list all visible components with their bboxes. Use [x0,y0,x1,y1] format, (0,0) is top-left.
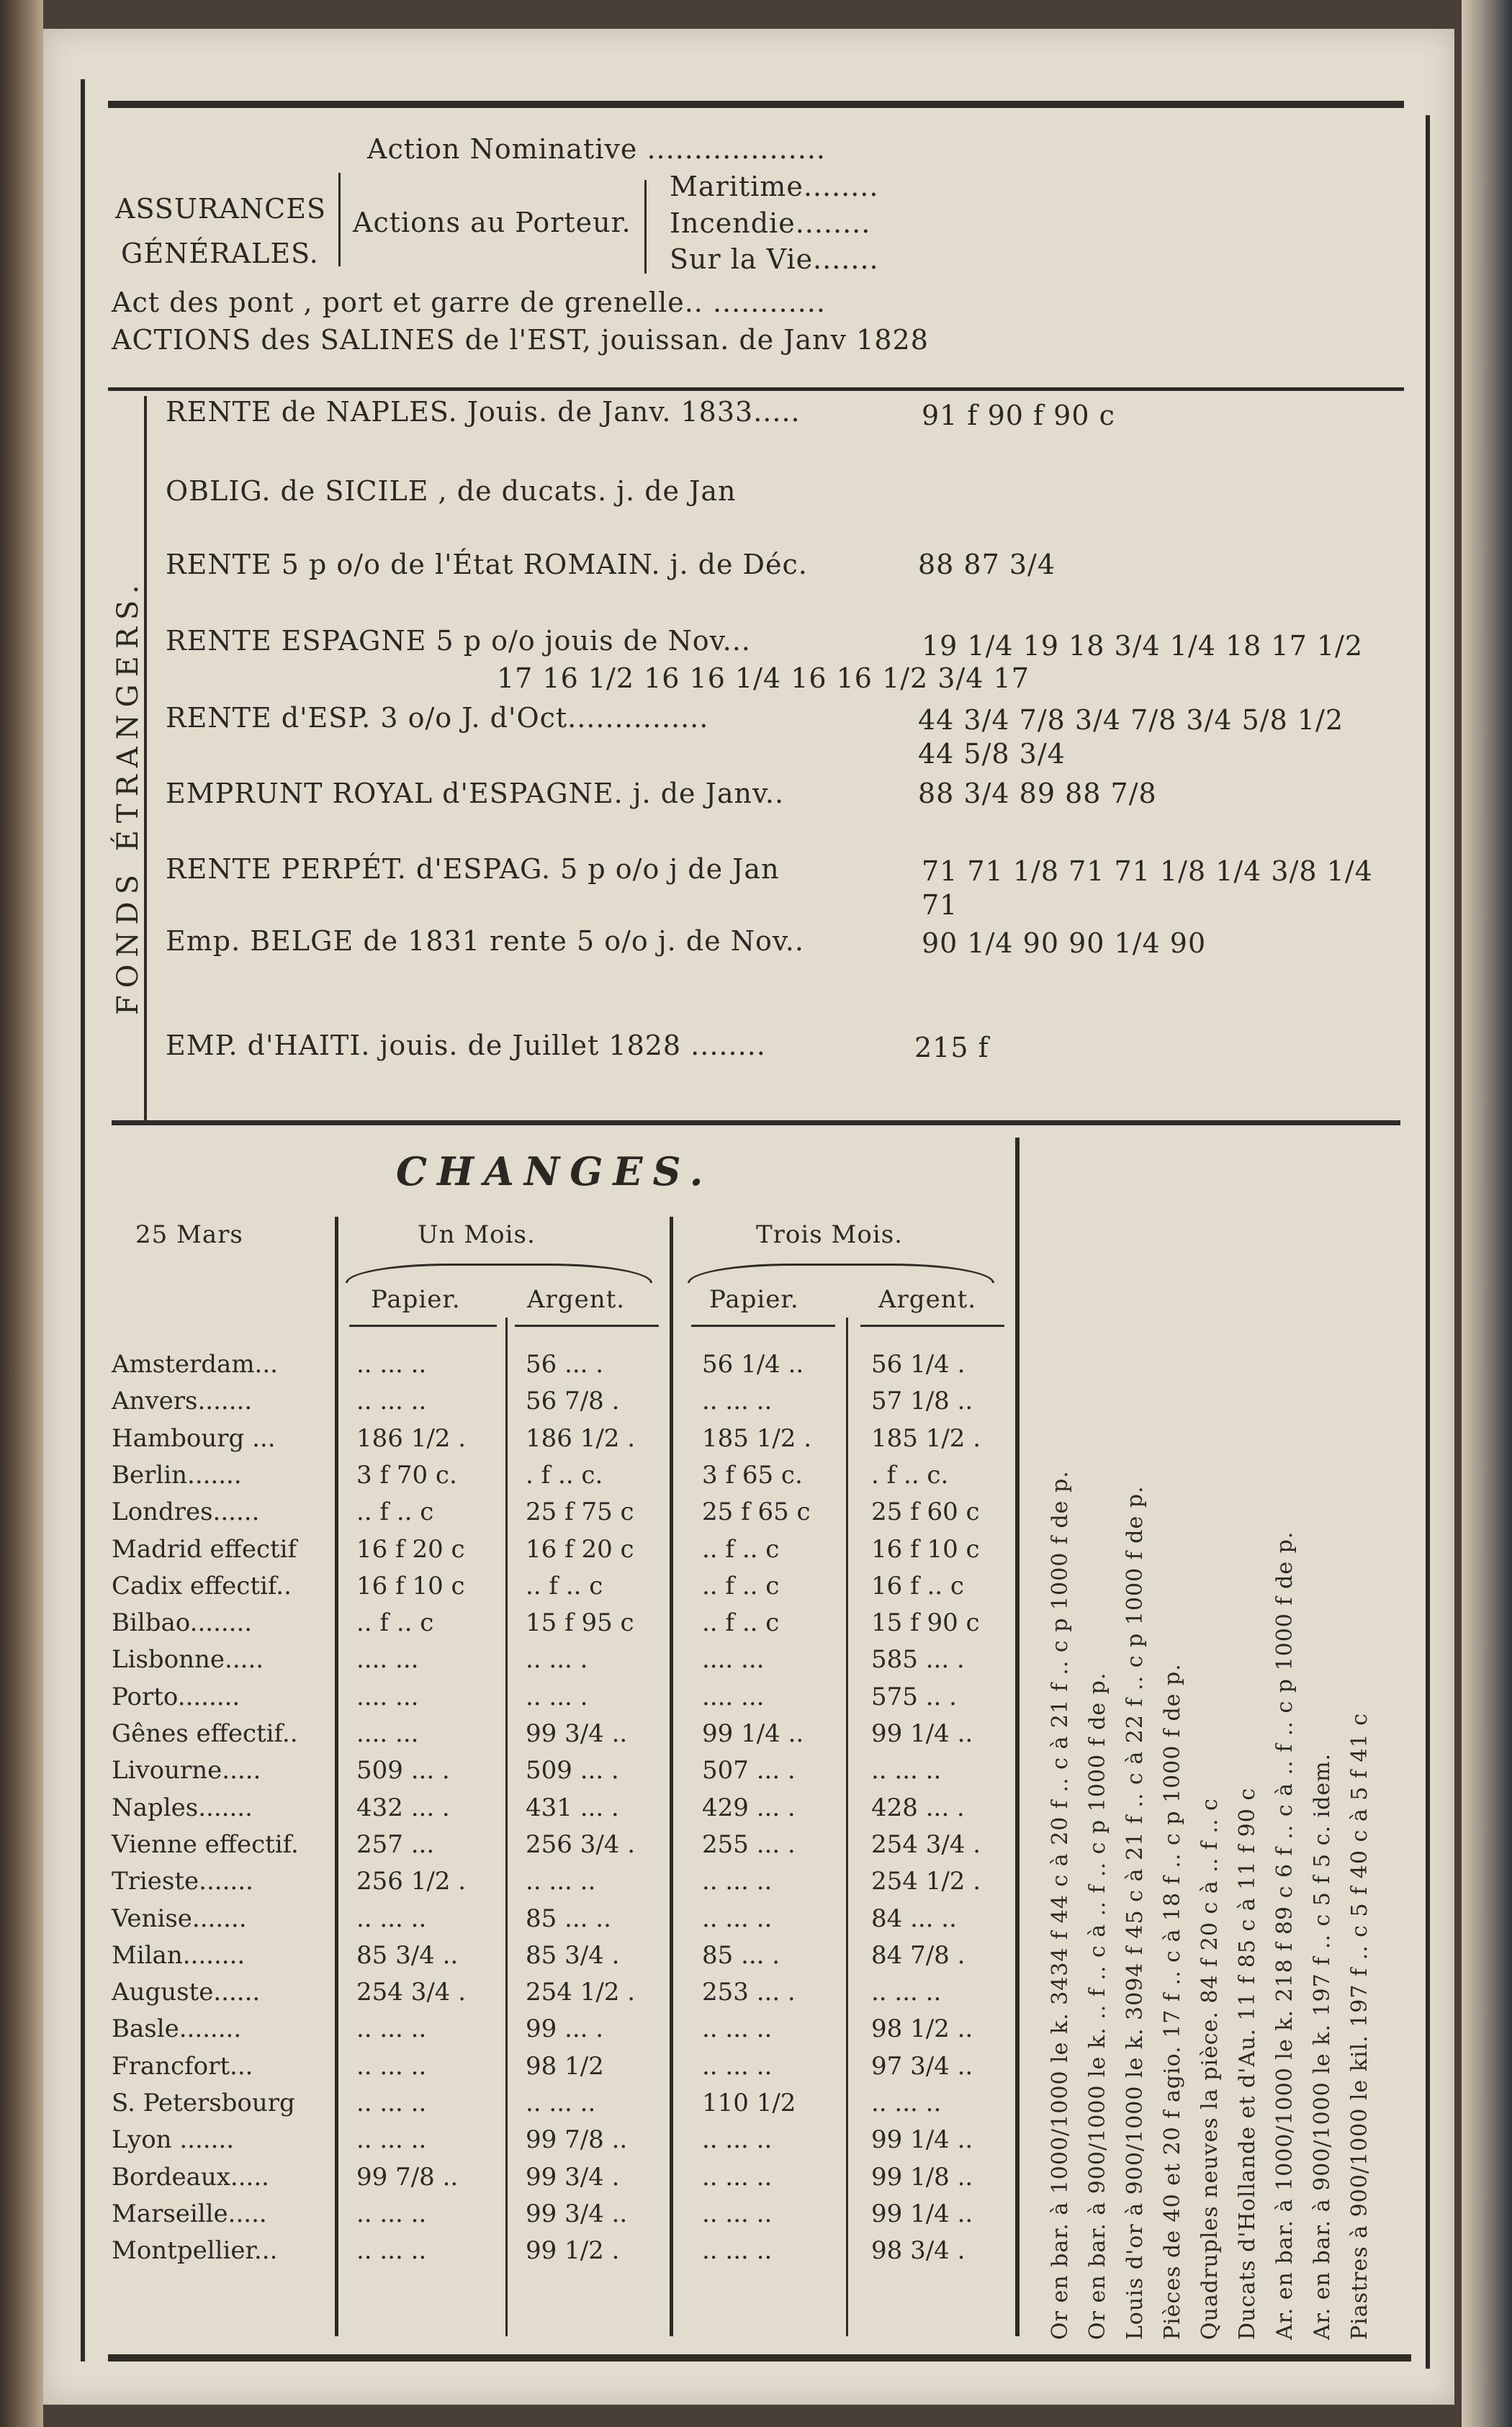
rate-cell: .. ... .. [702,1387,773,1416]
rate-cell: 99 1/4 .. [871,2125,973,2155]
fonds-row-5-label: RENTE d'ESP. 3 o/o J. d'Oct............... [166,702,709,734]
rate-cell: 57 1/8 .. [871,1387,973,1416]
rate-cell: 85 ... . [702,1940,780,1970]
actions-salines: ACTIONS des SALINES de l'EST, jouissan. de Janv 1828 [112,324,929,356]
city-name: Madrid effectif [112,1534,297,1564]
rate-cell: .. ... .. [871,1978,942,2007]
generales-label: GÉNÉRALES. [121,238,319,269]
rate-cell: 99 3/4 . [526,2162,620,2192]
left-rule [81,79,85,2361]
city-name: Basle........ [112,2014,242,2044]
right-rule [1426,115,1430,2369]
rate-cell: . f .. c. [526,1460,603,1490]
rate-cell: 97 3/4 .. [871,2051,973,2081]
col-divider-5 [1015,1138,1020,2336]
header-underline-3 [691,1325,835,1327]
col-divider-3 [670,1217,673,2336]
fonds-row-2-label: RENTE 5 p o/o de l'État ROMAIN. j. de Déc. [166,549,808,580]
rate-cell: 99 ... . [526,2014,604,2044]
rate-cell: 254 3/4 . [356,1978,467,2007]
un-mois-header: Un Mois. [418,1220,536,1249]
papier-header-2: Papier. [709,1285,799,1314]
trois-mois-header: Trois Mois. [756,1220,903,1249]
changes-date: 25 Mars [135,1220,243,1249]
rate-cell: 16 f 20 c [526,1534,634,1564]
actions-porteur: Actions au Porteur. [353,207,631,238]
rule-after-assurances [108,387,1404,391]
act-pont: Act des pont , port et garre de grenelle.. ............ [112,287,826,318]
rate-cell: 254 1/2 . [526,1978,636,2007]
rate-cell: 99 1/4 .. [871,1719,973,1748]
rate-cell: .. ... .. [702,2236,773,2266]
rate-cell: 253 ... . [702,1978,796,2007]
rate-cell: .. f .. c [702,1608,780,1638]
city-name: Milan........ [112,1940,246,1970]
city-name: Lisbonne..... [112,1645,264,1675]
rate-cell: 56 1/4 .. [702,1350,804,1379]
un-mois-arch [346,1264,652,1283]
trois-mois-arch [688,1264,994,1283]
city-name: S. Petersbourg [112,2089,295,2117]
rate-cell: .. ... .. [702,1867,773,1896]
metal-rate-line: Ar. en bar. à 900/1000 le k. 197 f .. c 5 f 5 c. idem. [1310,1752,1335,2340]
action-nominative: Action Nominative ................... [367,133,826,165]
rate-cell: 432 ... . [356,1793,450,1822]
fonds-row-6-prices-b: 44 5/8 3/4 [918,738,1066,770]
city-name: Bordeaux..... [112,2162,269,2192]
rate-cell: .. ... .. [702,2162,773,2192]
argent-header-2: Argent. [878,1285,977,1314]
rate-cell: 56 ... . [526,1350,604,1379]
rate-cell: 255 ... . [702,1829,796,1859]
rate-cell: .. ... .. [356,1350,427,1379]
rate-cell: 85 ... .. [526,1904,611,1933]
rate-cell: 85 3/4 .. [356,1940,459,1970]
rate-cell: 185 1/2 . [871,1423,981,1453]
rate-cell: .. ... . [526,1682,588,1711]
fonds-row-0-label: RENTE de NAPLES. Jouis. de Janv. 1833..... [166,396,801,428]
fonds-row-7-label: EMPRUNT ROYAL d'ESPAGNE. j. de Janv.. [166,778,785,809]
rate-cell: .. ... .. [702,1904,773,1933]
rate-cell: .. ... .. [356,2236,427,2266]
rate-cell: 56 7/8 . [526,1387,620,1416]
rate-cell: .... ... [702,1645,765,1675]
rate-cell: .. f .. c [356,1498,434,1527]
fonds-row-11-prices: 215 f [914,1032,989,1063]
metal-rate-line: Quadruples neuves la pièce. 84 f 20 c à .. f .. c [1197,1798,1223,2340]
rate-cell: 16 f 10 c [356,1571,465,1600]
rate-cell: 429 ... . [702,1793,796,1822]
city-name: Auguste...... [112,1978,261,2007]
city-name: Trieste....... [112,1867,253,1896]
fonds-row-1-label: OBLIG. de SICILE , de ducats. j. de Jan [166,475,737,507]
rate-cell: .. ... .. [702,2199,773,2228]
brace-porteur [644,180,647,274]
rate-cell: 56 1/4 . [871,1350,966,1379]
rate-cell: 16 f .. c [871,1571,964,1600]
rate-cell: 15 f 95 c [526,1608,634,1638]
rate-cell: 585 ... . [871,1645,965,1675]
city-name: Lyon ....... [112,2125,235,2155]
rate-cell: 186 1/2 . [526,1423,636,1453]
rate-cell: .. ... .. [356,2014,427,2044]
rate-cell: 99 3/4 .. [526,2199,628,2228]
col-divider-2 [505,1318,508,2336]
rate-cell: .. ... .. [356,2051,427,2081]
city-name: Venise....... [112,1904,247,1933]
rate-cell: .. ... .. [702,2125,773,2155]
city-name: Cadix effectif.. [112,1571,292,1600]
rate-cell: 110 1/2 [702,2089,796,2117]
rate-cell: .. ... .. [356,1904,427,1933]
city-name: Francfort... [112,2051,253,2081]
rate-cell: 98 1/2 .. [871,2014,973,2044]
book-binding [0,0,43,2427]
rate-cell: 99 1/8 .. [871,2162,973,2192]
rate-cell: 98 1/2 [526,2051,604,2081]
fonds-row-11-label: EMP. d'HAITI. jouis. de Juillet 1828 ........ [166,1030,766,1061]
rate-cell: 431 ... . [526,1793,619,1822]
city-name: Amsterdam... [112,1350,278,1379]
assurances-label: ASSURANCES [115,193,327,225]
rate-cell: 257 ... [356,1829,435,1859]
fonds-row-3-prices: 19 1/4 19 18 3/4 1/4 18 17 1/2 [922,630,1364,662]
fonds-row-8-label: RENTE PERPÉT. d'ESPAG. 5 p o/o j de Jan [166,853,780,885]
city-name: Vienne effectif. [112,1829,299,1859]
fonds-row-0-prices: 91 f 90 f 90 c [922,400,1115,431]
rate-cell: 99 1/4 .. [871,2199,973,2228]
rate-cell: .. ... .. [356,1387,427,1416]
metal-rate-line: Or en bar. à 1000/1000 le k. 3434 f 44 c à 20 f .. c à 21 f .. c p 1000 f de p. [1048,1470,1073,2340]
city-name: Anvers....... [112,1387,253,1416]
metal-rate-line: Or en bar. à 900/1000 le k. .. f .. c à .. f .. c p 1000 f de p. [1085,1672,1110,2340]
brace-assurances [338,173,341,266]
rate-cell: .. ... .. [526,1867,596,1896]
city-name: Naples....... [112,1793,253,1822]
rate-cell: .. ... .. [356,2199,427,2228]
rate-cell: 85 3/4 . [526,1940,620,1970]
city-name: Marseille..... [112,2199,267,2228]
rate-cell: 99 1/4 .. [702,1719,804,1748]
rate-cell: 84 7/8 . [871,1940,966,1970]
fonds-row-5-prices: 44 3/4 7/8 3/4 7/8 3/4 5/8 1/2 [918,704,1344,736]
rate-cell: .. ... .. [356,2089,427,2117]
rate-cell: .. ... .. [526,2089,596,2117]
rate-cell: 575 .. . [871,1682,957,1711]
rate-cell: .... ... [356,1719,419,1748]
city-name: Londres...... [112,1498,260,1527]
changes-title: CHANGES. [396,1148,714,1194]
rate-cell: 254 3/4 . [871,1829,981,1859]
city-name: Porto........ [112,1682,240,1711]
city-name: Livourne..... [112,1756,261,1786]
fonds-row-8-prices: 71 71 1/8 71 71 1/8 1/4 3/8 1/4 [922,855,1373,887]
city-name: Gênes effectif.. [112,1719,298,1748]
rate-cell: 99 7/8 .. [356,2162,459,2192]
fonds-etrangers-label: FONDS ÉTRANGERS. [112,577,145,1015]
city-name: Bilbao........ [112,1608,253,1638]
city-name: Berlin....... [112,1460,242,1490]
rate-cell: .... ... [356,1645,419,1675]
bottom-rule [108,2354,1411,2361]
rate-cell: 16 f 10 c [871,1534,980,1564]
metal-rate-line: Louis d'or à 900/1000 le k. 3094 f 45 c à 21 f .. c à 22 f .. c p 1000 f de p. [1122,1485,1148,2340]
city-name: Montpellier... [112,2236,278,2266]
rate-cell: 15 f 90 c [871,1608,980,1638]
rate-cell: 509 ... . [526,1756,619,1786]
rate-cell: 3 f 65 c. [702,1460,803,1490]
fonds-row-4-label: 17 16 1/2 16 16 1/4 16 16 1/2 3/4 17 [497,662,1030,694]
rate-cell: .. f .. c [702,1534,780,1564]
rate-cell: .. ... .. [871,2089,942,2117]
rate-cell: 25 f 65 c [702,1498,811,1527]
argent-header-1: Argent. [527,1285,626,1314]
rate-cell: 256 1/2 . [356,1867,467,1896]
fonds-row-2-prices: 88 87 3/4 [918,549,1056,580]
rate-cell: . f .. c. [871,1460,949,1490]
rate-cell: .. ... .. [356,2125,427,2155]
rate-cell: 254 1/2 . [871,1867,981,1896]
city-name: Hambourg ... [112,1423,276,1453]
metal-rate-line: Pièces de 40 et 20 f agio. 17 f .. c à 18 f .. c p 1000 f de p. [1160,1663,1185,2340]
col-divider-1 [335,1217,338,2336]
rate-cell: 84 ... .. [871,1904,957,1933]
rate-cell: 99 7/8 .. [526,2125,628,2155]
ledger-page [43,29,1454,2405]
rate-cell: .. ... .. [702,2051,773,2081]
rate-cell: .. ... .. [871,1756,942,1786]
rate-cell: 3 f 70 c. [356,1460,457,1490]
fonds-row-9-prices: 71 [922,889,958,921]
fonds-row-10-prices: 90 1/4 90 90 1/4 90 [922,927,1207,959]
sur-la-vie: Sur la Vie....... [670,243,879,275]
rate-cell: 98 3/4 . [871,2236,966,2266]
fonds-row-10-label: Emp. BELGE de 1831 rente 5 o/o j. de Nov.. [166,925,804,957]
rate-cell: 99 3/4 .. [526,1719,628,1748]
rate-cell: 25 f 75 c [526,1498,634,1527]
header-underline-4 [860,1325,1004,1327]
papier-header-1: Papier. [371,1285,461,1314]
metal-rate-line: Piastres à 900/1000 le kil. 197 f .. c 5 f 40 c à 5 f 41 c [1347,1712,1372,2340]
rule-after-fonds [112,1120,1400,1125]
rate-cell: .. f .. c [526,1571,603,1600]
rate-cell: .. ... .. [702,2014,773,2044]
top-rule [108,101,1404,108]
rate-cell: 509 ... . [356,1756,450,1786]
rate-cell: 99 1/2 . [526,2236,620,2266]
rate-cell: 25 f 60 c [871,1498,980,1527]
header-underline-1 [349,1325,497,1327]
fonds-row-7-prices: 88 3/4 89 88 7/8 [918,778,1157,809]
page-edge [1462,0,1512,2427]
header-underline-2 [515,1325,659,1327]
rate-cell: .... ... [356,1682,419,1711]
rate-cell: .. ... . [526,1645,588,1675]
fonds-row-3-label: RENTE ESPAGNE 5 p o/o jouis de Nov... [166,625,751,657]
rate-cell: 186 1/2 . [356,1423,467,1453]
metal-rate-line: Ar. en bar. à 1000/1000 le k. 218 f 89 c 6 f .. c à .. f .. c p 1000 f de p. [1272,1531,1297,2340]
maritime: Maritime........ [670,171,879,202]
rate-cell: .... ... [702,1682,765,1711]
rate-cell: .. f .. c [356,1608,434,1638]
rate-cell: .. f .. c [702,1571,780,1600]
col-divider-4 [846,1318,848,2336]
rate-cell: 428 ... . [871,1793,965,1822]
rate-cell: 507 ... . [702,1756,796,1786]
rate-cell: 256 3/4 . [526,1829,636,1859]
metal-rate-line: Ducats d'Hollande et d'Au. 11 f 85 c à 11 f 90 c [1235,1787,1260,2340]
rate-cell: 16 f 20 c [356,1534,465,1564]
rate-cell: 185 1/2 . [702,1423,812,1453]
incendie: Incendie........ [670,207,871,239]
